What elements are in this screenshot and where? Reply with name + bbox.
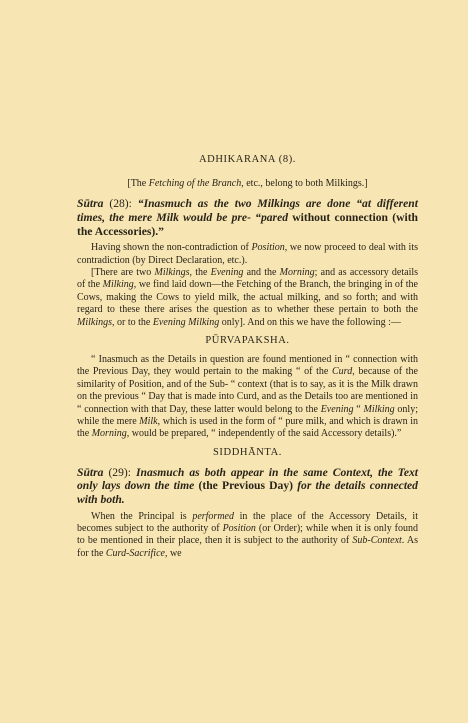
paragraph-1: Having shown the non-contradiction of Position, we now proceed to deal with its contradiction (by Direct Declaration, etc.).: [77, 242, 419, 266]
sutra-28: Sūtra (28): “Inasmuch as the two Milkings are done “at different times, the mere Milk would be pre- “pared without connection (with the Accessories).”: [77, 197, 419, 238]
purvapaksha-text: “ Inasmuch as the Details in question are found mentioned in “ connection with the Previous Day, they would pertain to the making “ of the Curd, because of the similarity of Position, and of the Sub- “ context (that is to say, as it is the Milk drawn on the previous “ Day that is made into Curd, and as the Details too are mentioned in “ connection with that Day, these latter would belong to the Evening “ Milking only; while the mere Milk, which is used in the form of “ pure milk, and which is drawn in the Morning, would be prepared, “ independently of the said Accessory details).”: [77, 354, 419, 440]
siddhanta-heading: SIDDHĀNTA.: [212, 446, 283, 458]
purvapaksha-heading: PŪRVAPAKSHA.: [205, 335, 290, 347]
sutra-29: Sūtra (29): Inasmuch as both appear in the same Context, the Text only lays down the time (the Previous Day) for the details connected with both.: [77, 465, 418, 507]
adhikarana-note: [The Fetching of the Branch, etc., belong to both Milkings.]: [127, 178, 368, 189]
paragraph-2: [There are two Milkings, the Evening and the Morning; and as accessory details of the Milking, we find laid down—the Fetching of the Branch, the bringing in of the Cows, making the Cows to yield milk, the actual milking, and so forth; and with regard to these there arises the question as to whether these pertain to both the Milkings, or to the Evening Milking only]. And on this we have the following :—: [77, 267, 419, 328]
siddhanta-text: When the Principal is performed in the place of the Accessory Details, it becomes subject to the authority of Position (or Order); while when it is only found to be mentioned in their place, then it is subject to the authority of Sub-Context. As for the Curd-Sacrifice, we: [77, 510, 419, 559]
adhikarana-heading: ADHIKARANA (8).: [198, 154, 297, 165]
sutra-28-label: Sūtra: [77, 197, 104, 211]
sutra-29-label: Sūtra: [77, 465, 104, 479]
